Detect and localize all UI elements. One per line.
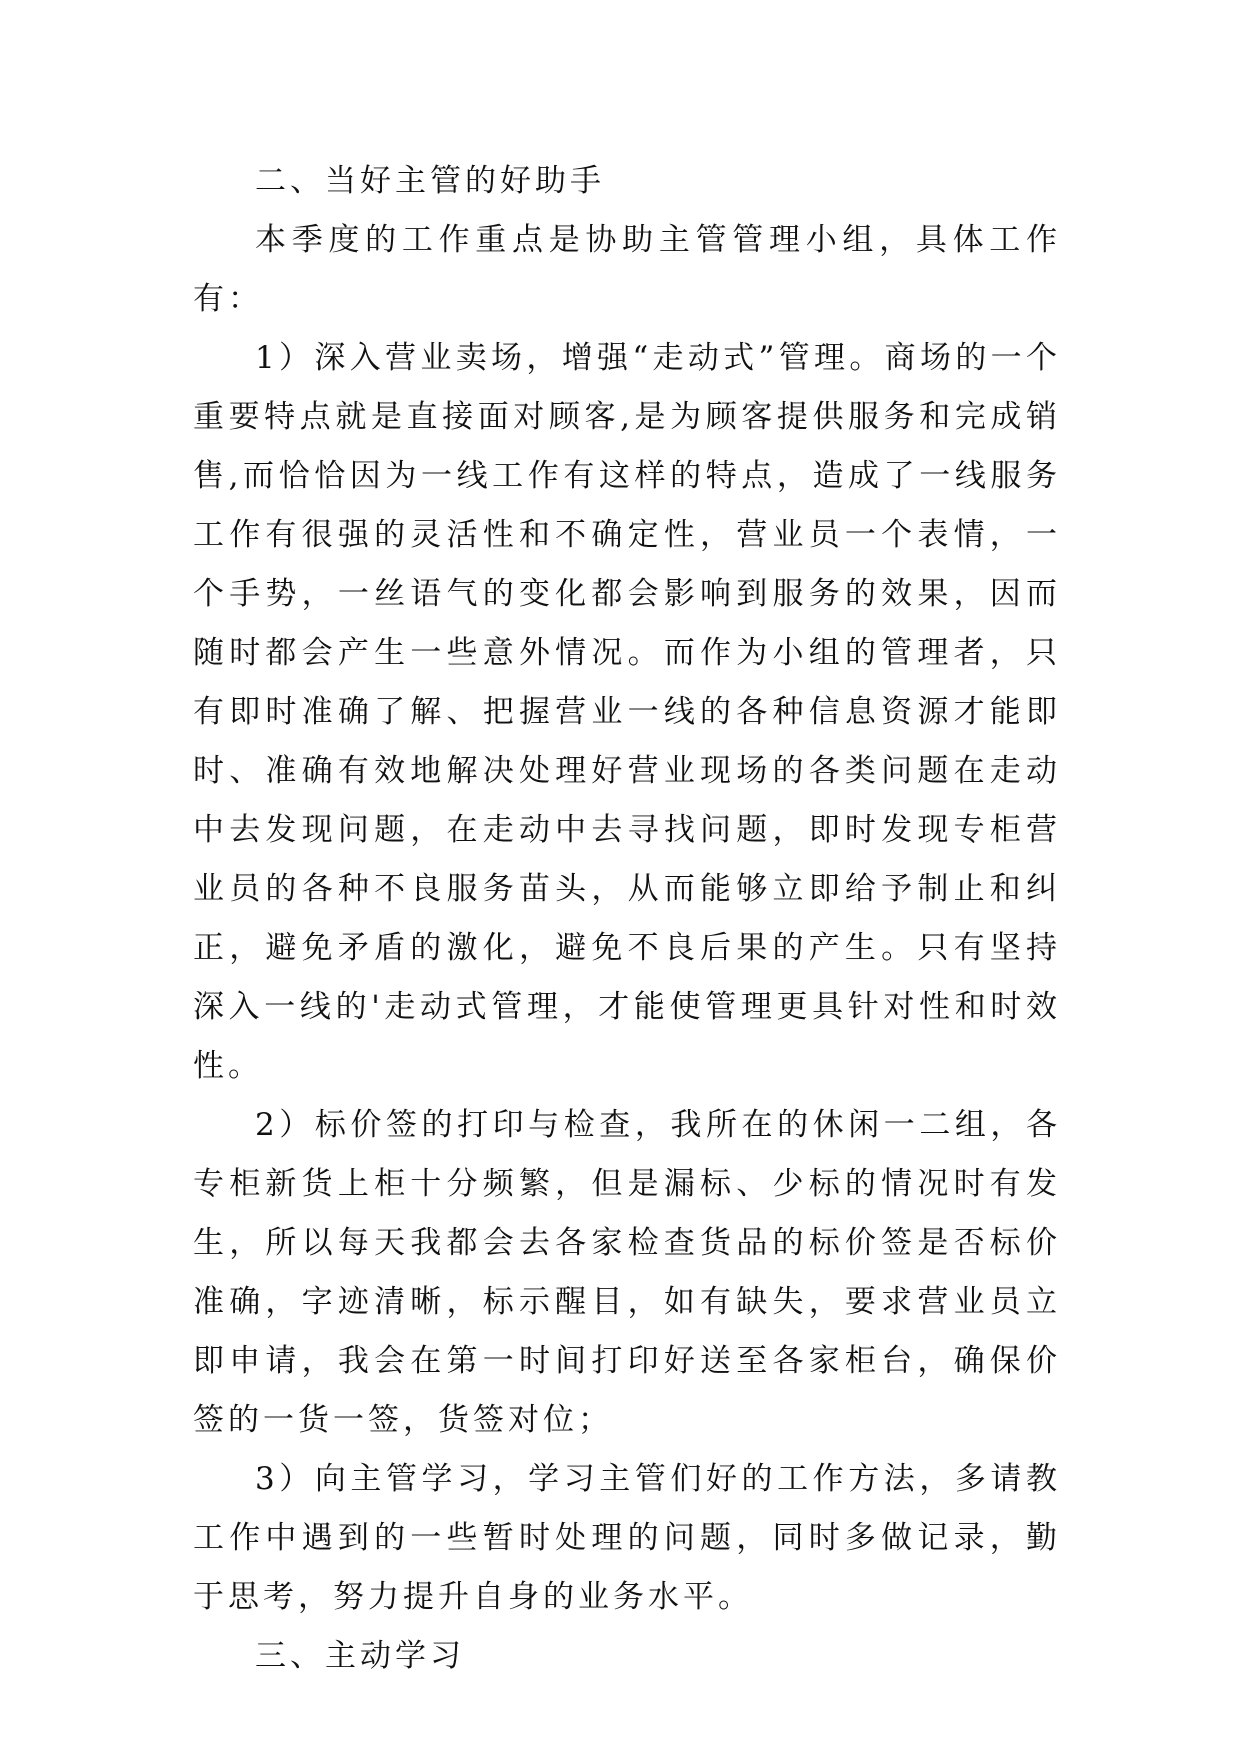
section-heading-three: 三、主动学习 — [255, 1638, 465, 1674]
paragraph-item-1: 1）深入营业卖场，增强“走动式”管理。商场的一个重要特点就是直接面对顾客,是为顾客提供服务和完成销售,而恰恰因为一线工作有这样的特点，造成了一线服务工作有很强的灵活性和不确定性，营业员一个表情，一个手势，一丝语气的变化都会影响到服务的效果，因而随时都会产生一些意外情况。而作为小组的管理者，只有即时准确了解、把握营业一线的各种信息资源才能即时、准确有效地解决处理好营业现场的各类问题在走动中去发现问题，在走动中去寻找问题，即时发现专柜营业员的各种不良服务苗头，从而能够立即给予制止和纠正，避免矛盾的激化，避免不良后果的产生。只有坚持深入一线的'走动式管理，才能使管理更具针对性和时效性。 — [193, 340, 1061, 1084]
paragraph-item-2: 2）标价签的打印与检查，我所在的休闲一二组，各专柜新货上柜十分频繁，但是漏标、少标的情况时有发生，所以每天我都会去各家检查货品的标价签是否标价准确，字迹清晰，标示醒目，如有缺失，要求营业员立即申请，我会在第一时间打印好送至各家柜台，确保价签的一货一签，货签对位； — [193, 1107, 1061, 1438]
paragraph-item-3: 3）向主管学习，学习主管们好的工作方法，多请教工作中遇到的一些暂时处理的问题，同时多做记录，勤于思考，努力提升自身的业务水平。 — [193, 1461, 1061, 1615]
intro-paragraph: 本季度的工作重点是协助主管管理小组，具体工作有： — [193, 222, 1061, 317]
document-body — [193, 152, 1061, 1686]
section-heading-two: 二、当好主管的好助手 — [255, 163, 605, 199]
